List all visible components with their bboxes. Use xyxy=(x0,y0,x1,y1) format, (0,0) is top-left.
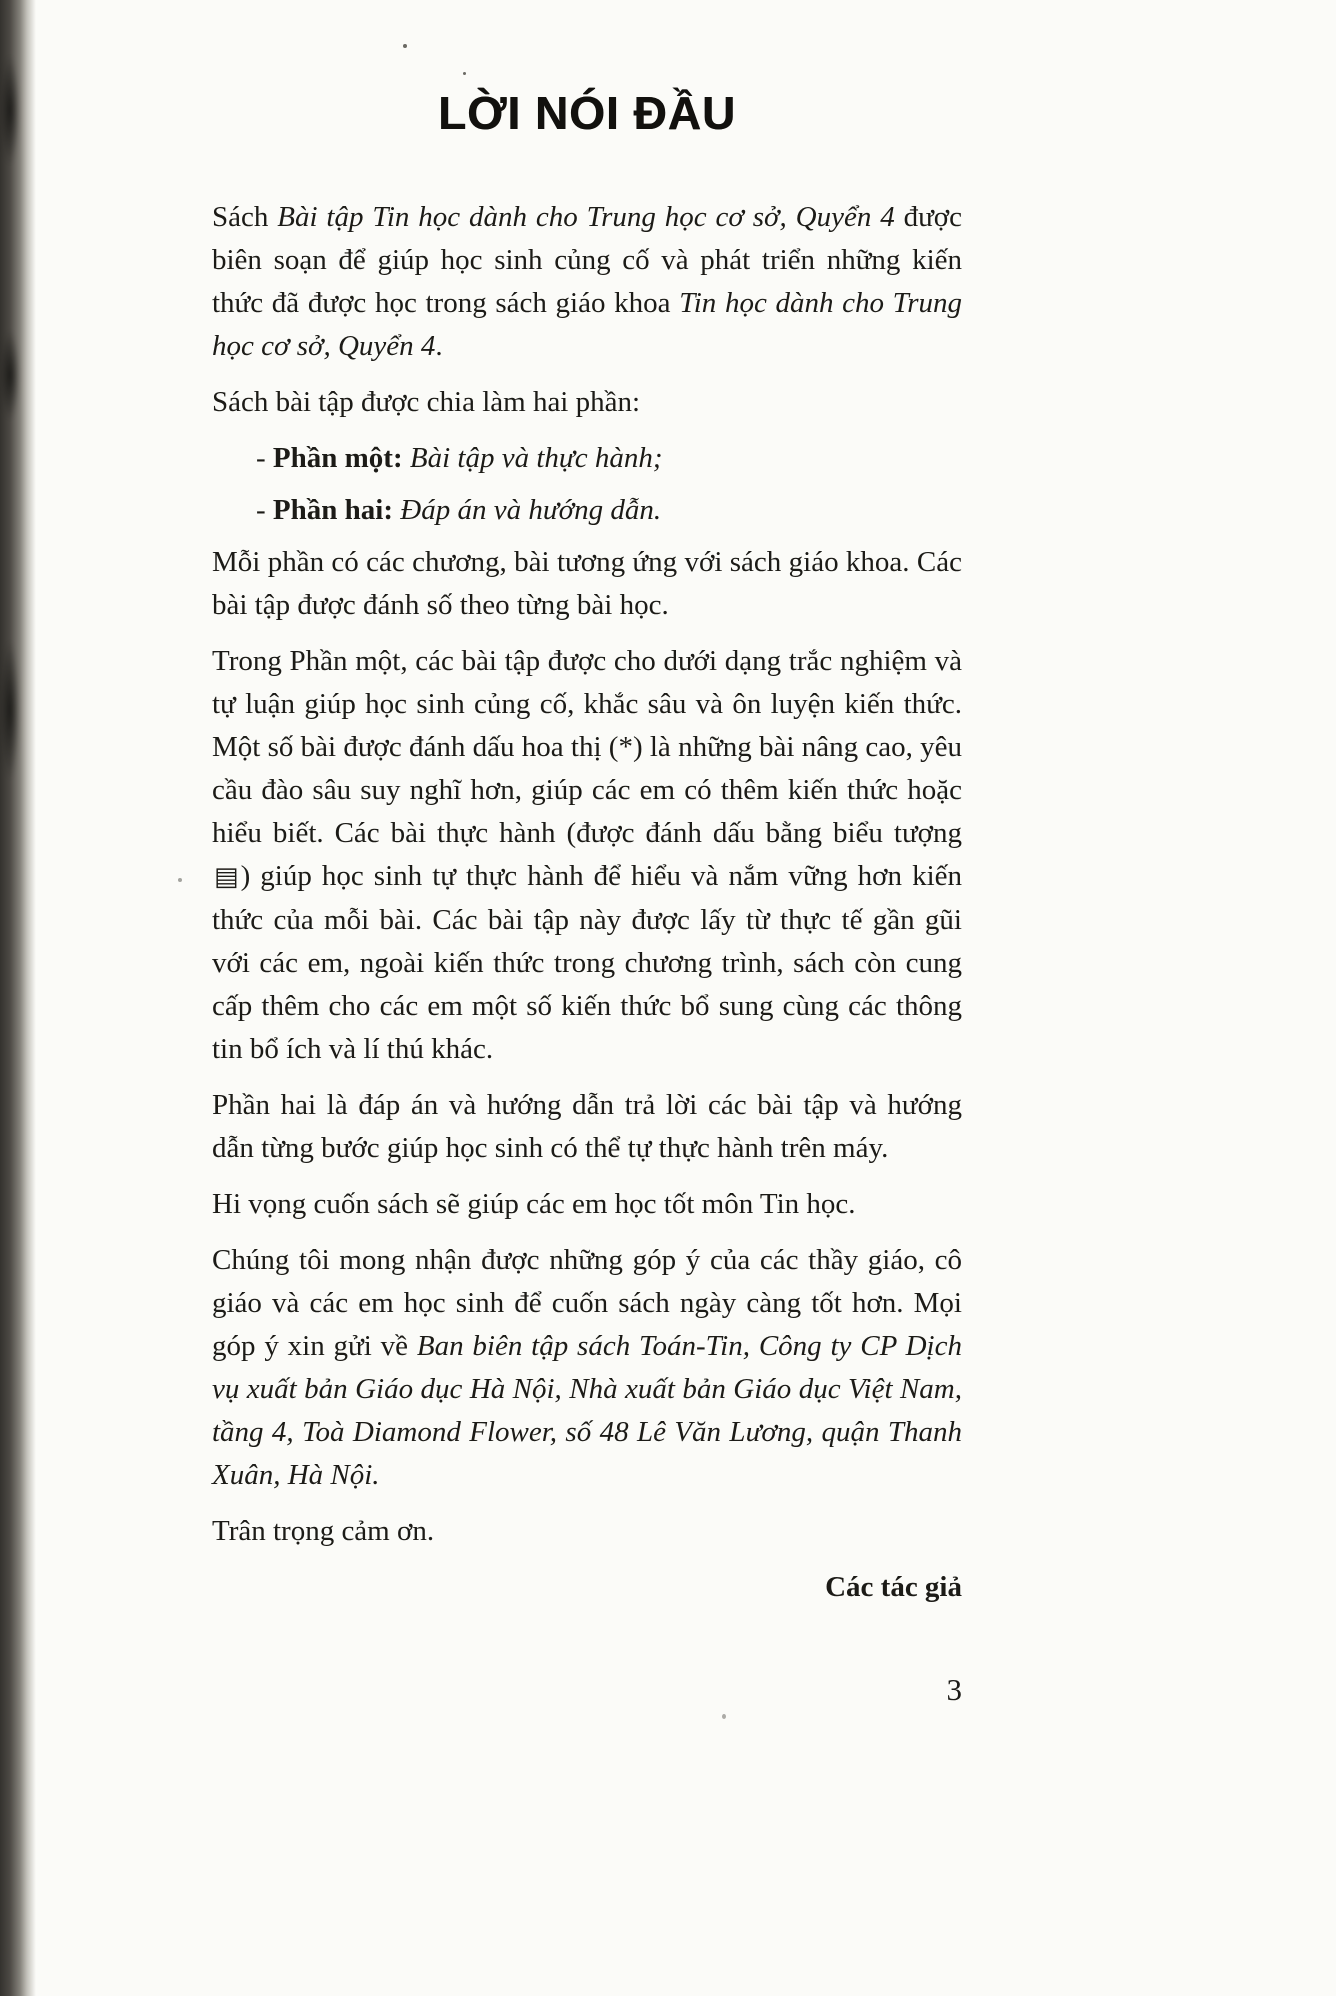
paragraph-hope: Hi vọng cuốn sách sẽ giúp các em học tốt môn Tin học. xyxy=(212,1188,856,1220)
page-content xyxy=(212,86,962,1622)
paragraph-intro xyxy=(212,196,962,368)
paragraph-chapters: Mỗi phần có các chương, bài tương ứng với sách giáo khoa. Các bài tập được đánh số theo từng bài học. xyxy=(212,546,962,621)
paragraph-two-parts: Sách bài tập được chia làm hai phần: xyxy=(212,386,641,418)
part-title-italic: Bài tập và thực hành; xyxy=(409,442,663,474)
paragraph-thanks: Trân trọng cảm ơn. xyxy=(212,1515,435,1547)
part-label: Phần hai: xyxy=(272,494,401,526)
page-binding-shadow xyxy=(0,0,36,1996)
text-segment: Trong Phần một, các bài tập được cho dưới dạng trắc nghiệm và tự luận giúp học sinh củng cố, khắc sâu và ôn luyện kiến thức. Một số bài được đánh dấu hoa thị (*) là những bài nâng cao, yêu cầu đào sâu suy nghĩ hơn, giúp các em có thêm kiến thức hoặc hiểu biết. Các bài thực hành (được đánh dấu bằng biểu tượng xyxy=(212,645,962,849)
paragraph-feedback xyxy=(212,1239,962,1497)
scan-artifact-dot xyxy=(403,44,407,48)
authors-label: Các tác giả xyxy=(825,1571,962,1603)
text-segment: . xyxy=(435,330,443,362)
practice-exercise-icon: ▤ xyxy=(214,862,239,892)
list-dash: - xyxy=(256,494,273,526)
scan-artifact-dot xyxy=(463,72,466,75)
publisher-address-italic: Ban biên tập sách Toán-Tin, Công ty CP Dịch vụ xuất bản Giáo dục Hà Nội, Nhà xuất bản Giáo dục Việt Nam, tầng 4, Toà Diamond Flower, số 48 Lê Văn Lương, quận Thanh Xuân, Hà Nội. xyxy=(212,1330,962,1491)
list-item-part-two xyxy=(256,489,962,532)
book-title-italic: Tin học dành cho Trung học cơ sở, Quyển 4 xyxy=(212,287,962,362)
list-item-part-one xyxy=(256,437,962,480)
text-segment: Sách xyxy=(212,201,278,233)
binding-dark-patch xyxy=(0,330,20,420)
list-dash: - xyxy=(256,442,273,474)
text-segment: Chúng tôi mong nhận được những góp ý của các thầy giáo, cô giáo và các em học sinh để cuốn sách ngày càng tốt hơn. Mọi góp ý xin gửi về xyxy=(212,1244,962,1362)
page-number: 3 xyxy=(946,1672,962,1707)
part-title-italic: Đáp án và hướng dẫn. xyxy=(400,494,662,526)
authors-signature xyxy=(212,1566,962,1609)
binding-dark-patch xyxy=(0,640,20,780)
binding-dark-patch xyxy=(0,55,20,165)
scan-artifact-dot xyxy=(178,878,182,882)
text-segment: ) giúp học sinh tự thực hành để hiểu và nắm vững hơn kiến thức của mỗi bài. Các bài tập này được lấy từ thực tế gần gũi với các em, ngoài kiến thức trong chương trình, sách còn cung cấp thêm cho các em một số kiến thức bổ sung cùng các thông tin bổ ích và lí thú khác. xyxy=(212,860,962,1065)
text-segment: được biên soạn để giúp học sinh củng cố và phát triển những kiến thức đã được học trong sách giáo khoa xyxy=(212,201,962,319)
page-title: LỜI NÓI ĐẦU xyxy=(437,87,737,139)
part-label: Phần một: xyxy=(272,442,410,474)
scan-artifact-dot xyxy=(722,1714,726,1719)
paragraph-part-one-detail xyxy=(212,640,962,1071)
book-title-italic: Bài tập Tin học dành cho Trung học cơ sở, Quyển 4 xyxy=(277,201,895,233)
paragraph-part-two-detail: Phần hai là đáp án và hướng dẫn trả lời các bài tập và hướng dẫn từng bước giúp học sinh có thể tự thực hành trên máy. xyxy=(212,1089,962,1164)
